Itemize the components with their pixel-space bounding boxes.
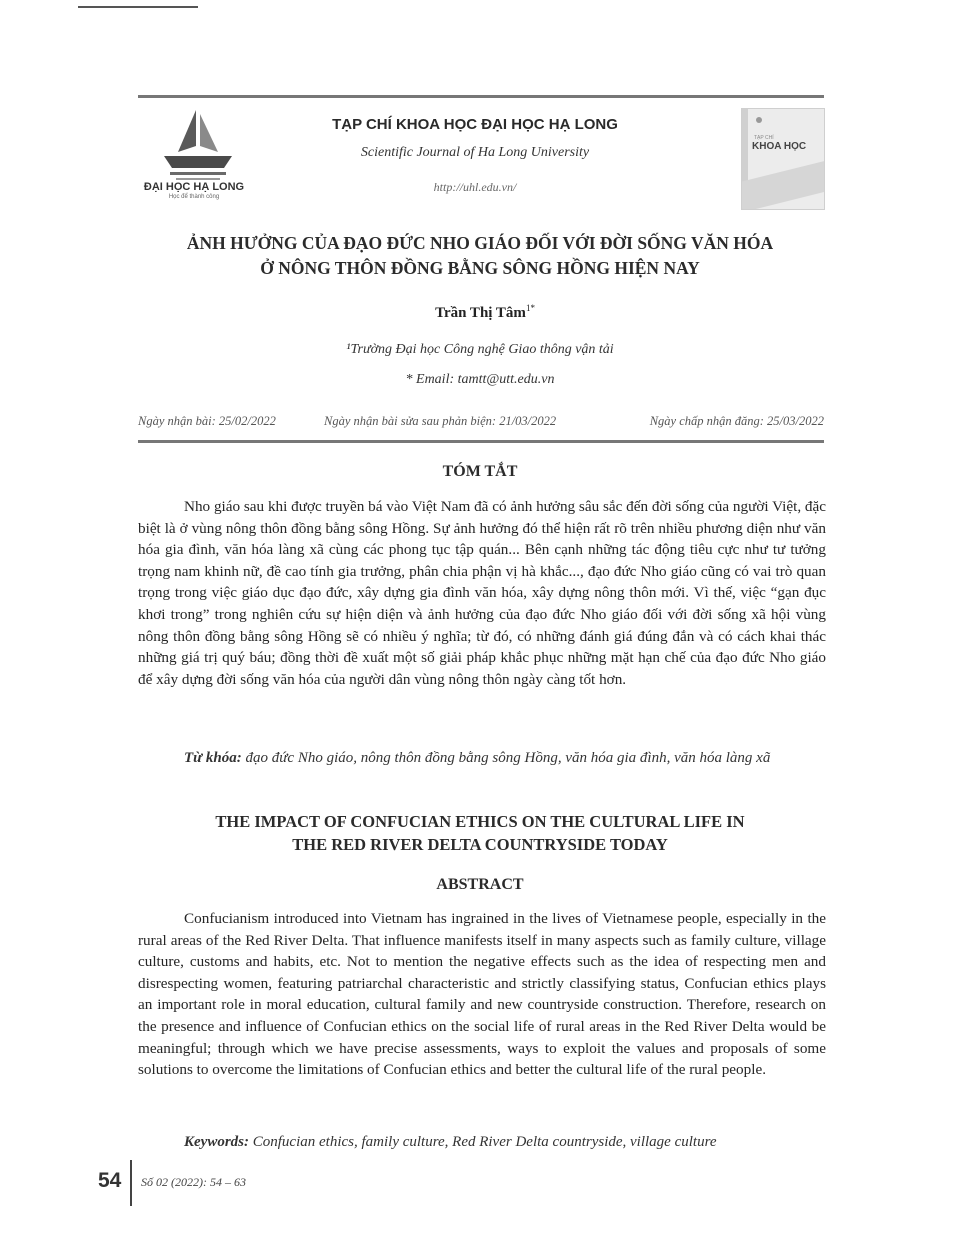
- english-title-line2: THE RED RIVER DELTA COUNTRYSIDE TODAY: [292, 835, 668, 854]
- cover-logo-icon: [756, 117, 762, 123]
- keywords-vi-label: Từ khóa:: [184, 750, 242, 766]
- top-edge-rule: [78, 6, 198, 8]
- abstract-body: Confucianism introduced into Vietnam has ingrained in the lives of Vietnamese people, especially in the rural areas of the Red River Delta. That influence manifests itself in many aspects such as family culture, village culture, customs and habits, etc. Not to mention the negative effects such as the idea of respecting men and disrespecting women, featuring patriarchal characteristic and strictly classifying status, Confucian ethics plays an important role in moral education, cultural family and new countryside construction. Therefore, research on the presence and influence of Confucian ethics on the social life of rural areas in the Red River Delta would be meaningful; through which we have precise assessments, ways to exploit the values and proposals of some solutions to overcome the limitations of Confucian ethics and better the cultural life of the rural people.: [138, 910, 826, 1079]
- keywords-en: [138, 1131, 826, 1153]
- journal-cover-thumbnail: [741, 108, 825, 210]
- date-received: Ngày nhận bài: 25/02/2022: [138, 414, 276, 428]
- journal-subtitle: Scientific Journal of Ha Long University: [360, 145, 590, 160]
- summary-heading: TÓM TẮT: [442, 463, 518, 480]
- abstract-heading: ABSTRACT: [436, 876, 524, 893]
- journal-title: TẠP CHÍ KHOA HỌC ĐẠI HỌC HẠ LONG: [332, 116, 618, 133]
- university-name: ĐẠI HỌC HẠ LONG: [143, 181, 245, 193]
- issue-info: Số 02 (2022): 54 – 63: [141, 1175, 246, 1189]
- date-revised: Ngày nhận bài sửa sau phản biện: 21/03/2022: [324, 414, 557, 428]
- cover-title: KHOA HỌC: [752, 141, 807, 152]
- article-title-line1: ẢNH HƯỞNG CỦA ĐẠO ĐỨC NHO GIÁO ĐỐI VỚI ĐỜI SỐNG VĂN HÓA: [186, 233, 774, 253]
- footer-divider: [130, 1160, 132, 1206]
- cover-band: [741, 160, 825, 210]
- header-rule: [138, 95, 824, 98]
- journal-url[interactable]: http://uhl.edu.vn/: [433, 180, 517, 194]
- keywords-vi: [138, 747, 826, 769]
- author: [300, 303, 670, 322]
- keywords-en-label: Keywords:: [184, 1134, 249, 1150]
- summary-body: Nho giáo sau khi được truyền bá vào Việt Nam đã có ảnh hưởng sâu sắc đến đời sống của người Việt, đặc biệt là ở vùng nông thôn đồng bằng sông Hồng. Sự ảnh hưởng đó thể hiện rất rõ trên nhiều phương diện như văn hóa gia đình, văn hóa làng xã cùng các phong tục tập quán... Bên cạnh những tác động tiêu cực như tư tưởng trọng nam khinh nữ, đề cao tính gia trưởng, phân chia phận vị hà khắc..., đạo đức Nho giáo cũng có vai trò quan trọng trong việc giáo dục đạo đức, xây dựng gia đình văn hóa, xây dựng nông thôn mới. Vì thế, việc “gạn đục khơi trong” trong nghiên cứu sự hiện diện và ảnh hưởng của đạo đức Nho giáo đối với đời sống xã hội vùng nông thôn đồng bằng sông Hồng sẽ có nhiều ý nghĩa; từ đó, có những đánh giá đúng đắn và có cách khai thác những giá trị quý báu; đồng thời đề xuất một số giải pháp khắc phục những mặt hạn chế của đạo đức Nho giáo để xây dựng đời sống văn hóa của người dân vùng nông thôn ngày càng tốt hơn.: [138, 498, 826, 688]
- author-name: Trần Thị Tâm: [435, 305, 526, 321]
- keywords-vi-text: đạo đức Nho giáo, nông thôn đồng bằng sông Hồng, văn hóa gia đình, văn hóa làng xã: [245, 750, 771, 766]
- affiliation: ¹Trường Đại học Công nghệ Giao thông vận tải: [346, 342, 614, 357]
- page-number: 54: [98, 1169, 122, 1192]
- university-slogan: Học để thành công: [168, 194, 220, 200]
- cover-small-text: TẠP CHÍ: [754, 135, 774, 141]
- author-email: * Email: tamtt@utt.edu.vn: [405, 372, 555, 387]
- article-title-line2: Ở NÔNG THÔN ĐỒNG BẰNG SÔNG HỒNG HIỆN NAY: [260, 258, 700, 278]
- english-title-line1: THE IMPACT OF CONFUCIAN ETHICS ON THE CULTURAL LIFE IN: [215, 812, 745, 831]
- keywords-en-text: Confucian ethics, family culture, Red River Delta countryside, village culture: [252, 1134, 717, 1150]
- date-accepted: Ngày chấp nhận đăng: 25/03/2022: [649, 414, 824, 428]
- dates-rule: [138, 440, 824, 443]
- english-title: [120, 810, 840, 856]
- article-title: [110, 231, 850, 281]
- author-sup: 1*: [525, 303, 535, 313]
